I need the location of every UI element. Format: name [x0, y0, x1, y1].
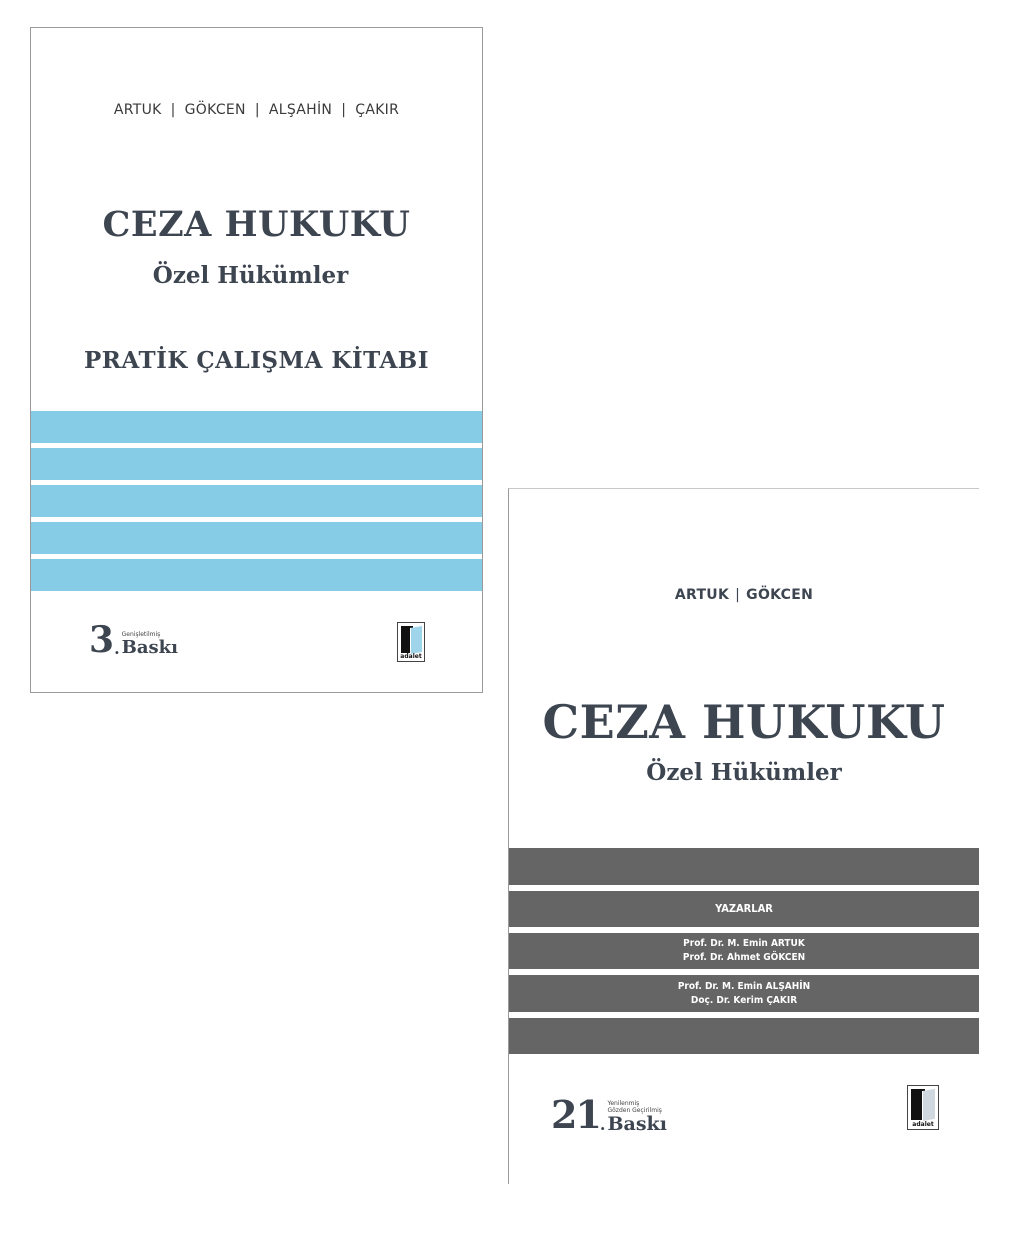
stripe	[31, 559, 482, 591]
author-name: ARTUK	[674, 587, 730, 603]
book-subtitle: Özel Hükümler	[152, 262, 349, 289]
edition-note: Yenilenmiş	[607, 1100, 640, 1107]
band-empty	[509, 848, 979, 885]
author-separator: |	[735, 587, 741, 603]
edition-number: 3	[89, 619, 115, 661]
book-title: CEZA HUKUKU	[542, 695, 946, 749]
book-title: CEZA HUKUKU	[102, 204, 411, 245]
edition-dot: .	[114, 639, 120, 658]
author-name: ALŞAHİN	[268, 102, 333, 118]
author-full-name: Prof. Dr. M. Emin ALŞAHİN	[677, 980, 811, 992]
band-authors	[509, 933, 979, 969]
publisher-name: adalet	[400, 653, 422, 660]
author-separator: |	[341, 102, 347, 118]
stripe	[31, 485, 482, 517]
author-separator: |	[170, 102, 176, 118]
edition-label: Baskı	[121, 637, 178, 658]
author-full-name: Prof. Dr. Ahmet GÖKCEN	[682, 952, 806, 963]
publisher-logo-icon	[907, 1085, 939, 1130]
edition-note: Genişletilmiş	[121, 631, 161, 638]
book-icon	[401, 626, 421, 653]
book-cover-textbook[interactable]	[508, 488, 979, 1184]
band-authors	[509, 975, 979, 1012]
edition-note: Gözden Geçirilmiş	[607, 1107, 662, 1114]
book-cover-practice-workbook[interactable]	[30, 27, 483, 693]
edition-number: 21	[551, 1092, 600, 1137]
stripe	[31, 522, 482, 554]
book-subtitle: Özel Hükümler	[646, 759, 842, 786]
book-icon	[911, 1089, 935, 1120]
author-name: ARTUK	[113, 102, 162, 118]
author-names	[31, 102, 482, 118]
stripe	[31, 411, 482, 443]
decorative-stripes	[31, 411, 482, 596]
publisher-name: adalet	[912, 1121, 934, 1128]
author-bands	[509, 848, 979, 1060]
band-empty	[509, 1018, 979, 1054]
band-heading	[509, 891, 979, 927]
author-full-name: Prof. Dr. M. Emin ARTUK	[683, 938, 805, 949]
publisher-logo-icon	[397, 622, 425, 662]
edition-dot: .	[599, 1115, 606, 1134]
edition-label: Baskı	[607, 1113, 667, 1135]
authors-heading: YAZARLAR	[715, 902, 773, 915]
author-separator: |	[254, 102, 260, 118]
author-name: GÖKCEN	[184, 102, 246, 118]
author-names	[509, 587, 979, 603]
stripe	[31, 448, 482, 480]
edition-mark	[551, 1092, 667, 1137]
series-title: PRATİK ÇALIŞMA KİTABI	[83, 347, 430, 374]
author-name: ÇAKIR	[355, 102, 400, 118]
author-full-name: Doç. Dr. Kerim ÇAKIR	[690, 994, 798, 1006]
author-name: GÖKCEN	[746, 587, 814, 603]
edition-mark	[89, 619, 178, 661]
